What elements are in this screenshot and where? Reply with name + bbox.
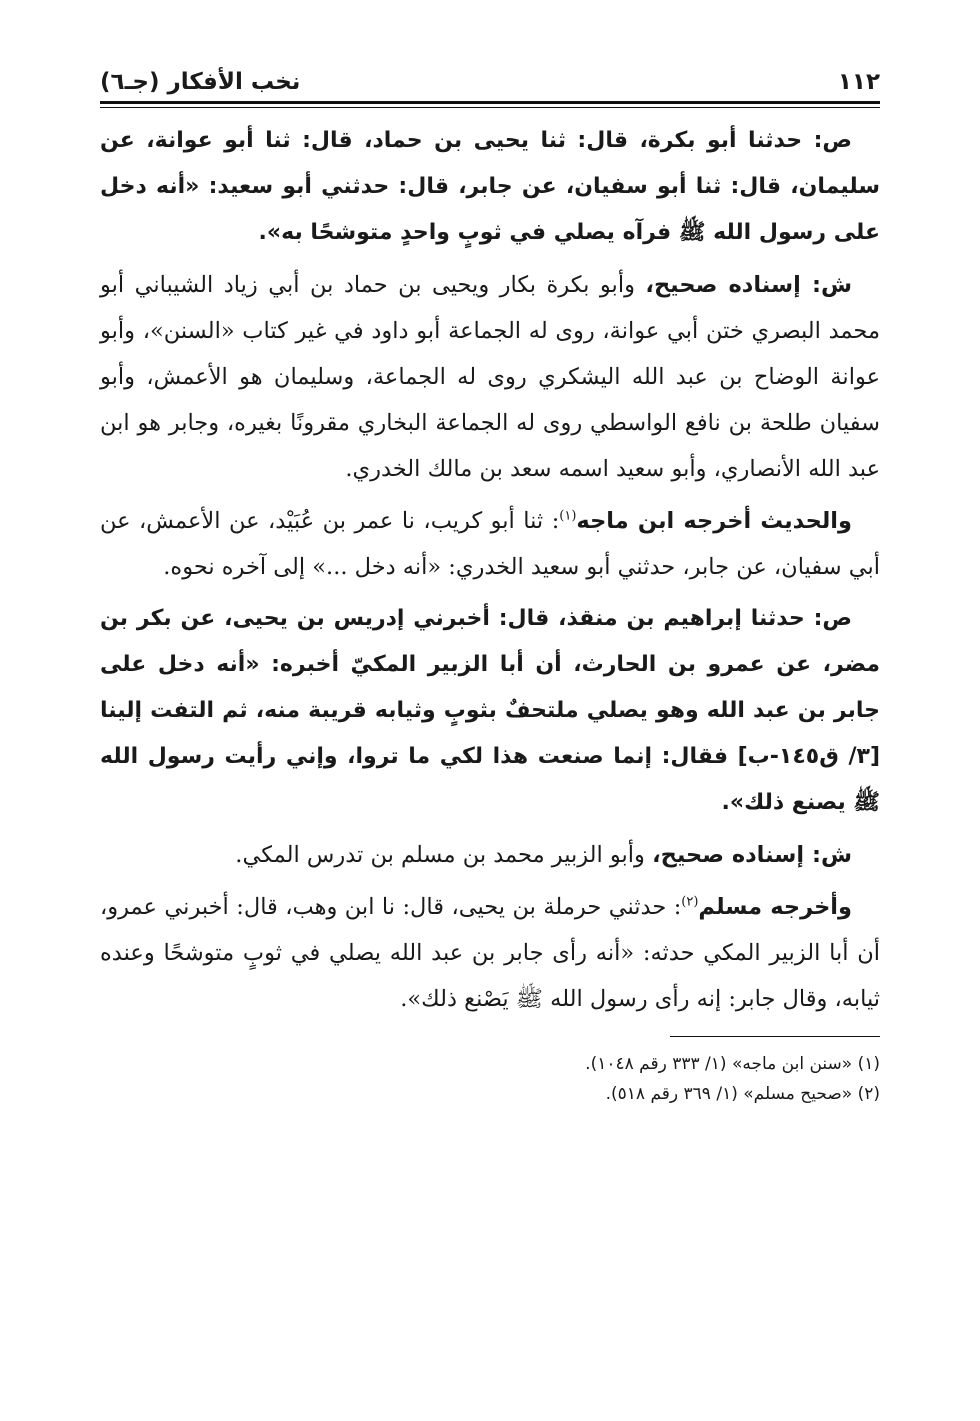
paragraph-takhrij-1 (100, 498, 880, 590)
body-text (100, 118, 880, 1022)
paragraph-lead: وأخرجه مسلم (698, 894, 852, 920)
header-rule (100, 101, 880, 108)
page (100, 55, 880, 1109)
footnote-ref-1[interactable]: (١) (559, 508, 577, 524)
footnote-2: (٢) «صحيح مسلم» (١/ ٣٦٩ رقم ٥١٨). (605, 1084, 880, 1104)
paragraph-takhrij-2 (100, 884, 880, 1022)
footnote-1: (١) «سنن ابن ماجه» (١/ ٣٣٣ رقم ١٠٤٨). (585, 1054, 880, 1074)
paragraph-lead: والحديث أخرجه ابن ماجه (576, 508, 852, 534)
paragraph-lead: ش: إسناده صحيح، (652, 842, 852, 868)
footnote-separator (670, 1036, 880, 1037)
paragraph-text: : ثنا أبو كريب، نا عمر بن عُبَيْد، عن الأعمش، عن أبي سفيان، عن جابر، حدثني أبو سعيد الخدري: «أنه دخل ...» إلى آخره نحوه. (100, 508, 880, 580)
footnote-ref-2[interactable]: (٢) (681, 894, 699, 910)
page-header (100, 55, 880, 95)
paragraph-commentary-2 (100, 832, 880, 878)
paragraph-lead: ش: إسناده صحيح، (645, 272, 853, 298)
book-title: نخب الأفكار (جـ٦) (100, 69, 301, 95)
footnotes (100, 1049, 880, 1109)
paragraph-text: وأبو بكرة بكار ويحيى بن حماد بن أبي زياد الشيباني أبو محمد البصري ختن أبي عوانة، روى له الجماعة أبو داود في غير كتاب «السنن»، وأبو عوانة الوضاح بن عبد الله اليشكري روى له الجماعة، وسليمان هو الأعمش، وأبو سفيان طلحة بن نافع الواسطي روى له الجماعة البخاري مقرونًا بغيره، وجابر هو ابن عبد الله الأنصاري، وأبو سعيد اسمه سعد بن مالك الخدري. (100, 272, 880, 482)
paragraph-hadith-1: ص: حدثنا أبو بكرة، قال: ثنا يحيى بن حماد، قال: ثنا أبو عوانة، عن سليمان، قال: ثنا أبو سفيان، عن جابر، قال: حدثني أبو سعيد: «أنه دخل على رسول الله ﷺ فرآه يصلي في ثوبٍ واحدٍ متوشحًا به». (100, 128, 880, 245)
paragraph-text: وأبو الزبير محمد بن مسلم بن تدرس المكي. (235, 842, 653, 868)
paragraph-hadith-2: ص: حدثنا إبراهيم بن منقذ، قال: أخبرني إدريس بن يحيى، عن بكر بن مضر، عن عمرو بن الحارث، أن أبا الزبير المكيّ أخبره: «أنه دخل على جابر بن عبد الله وهو يصلي ملتحفٌ بثوبٍ وثيابه قريبة منه، ثم التفت إلينا [٣/ ق١٤٥-ب] فقال: إنما صنعت هذا لكي ما تروا، وإني رأيت رسول الله ﷺ يصنع ذلك». (100, 606, 880, 815)
paragraph-commentary-1 (100, 262, 880, 492)
paragraph-text: : حدثني حرملة بن يحيى، قال: نا ابن وهب، قال: أخبرني عمرو، أن أبا الزبير المكي حدثه: «أنه رأى جابر بن عبد الله يصلي في ثوبٍ متوشحًا وعنده ثيابه، وقال جابر: إنه رأى رسول الله ﷺ يَصْنع ذلك». (100, 894, 880, 1012)
page-number: ١١٢ (837, 69, 880, 95)
